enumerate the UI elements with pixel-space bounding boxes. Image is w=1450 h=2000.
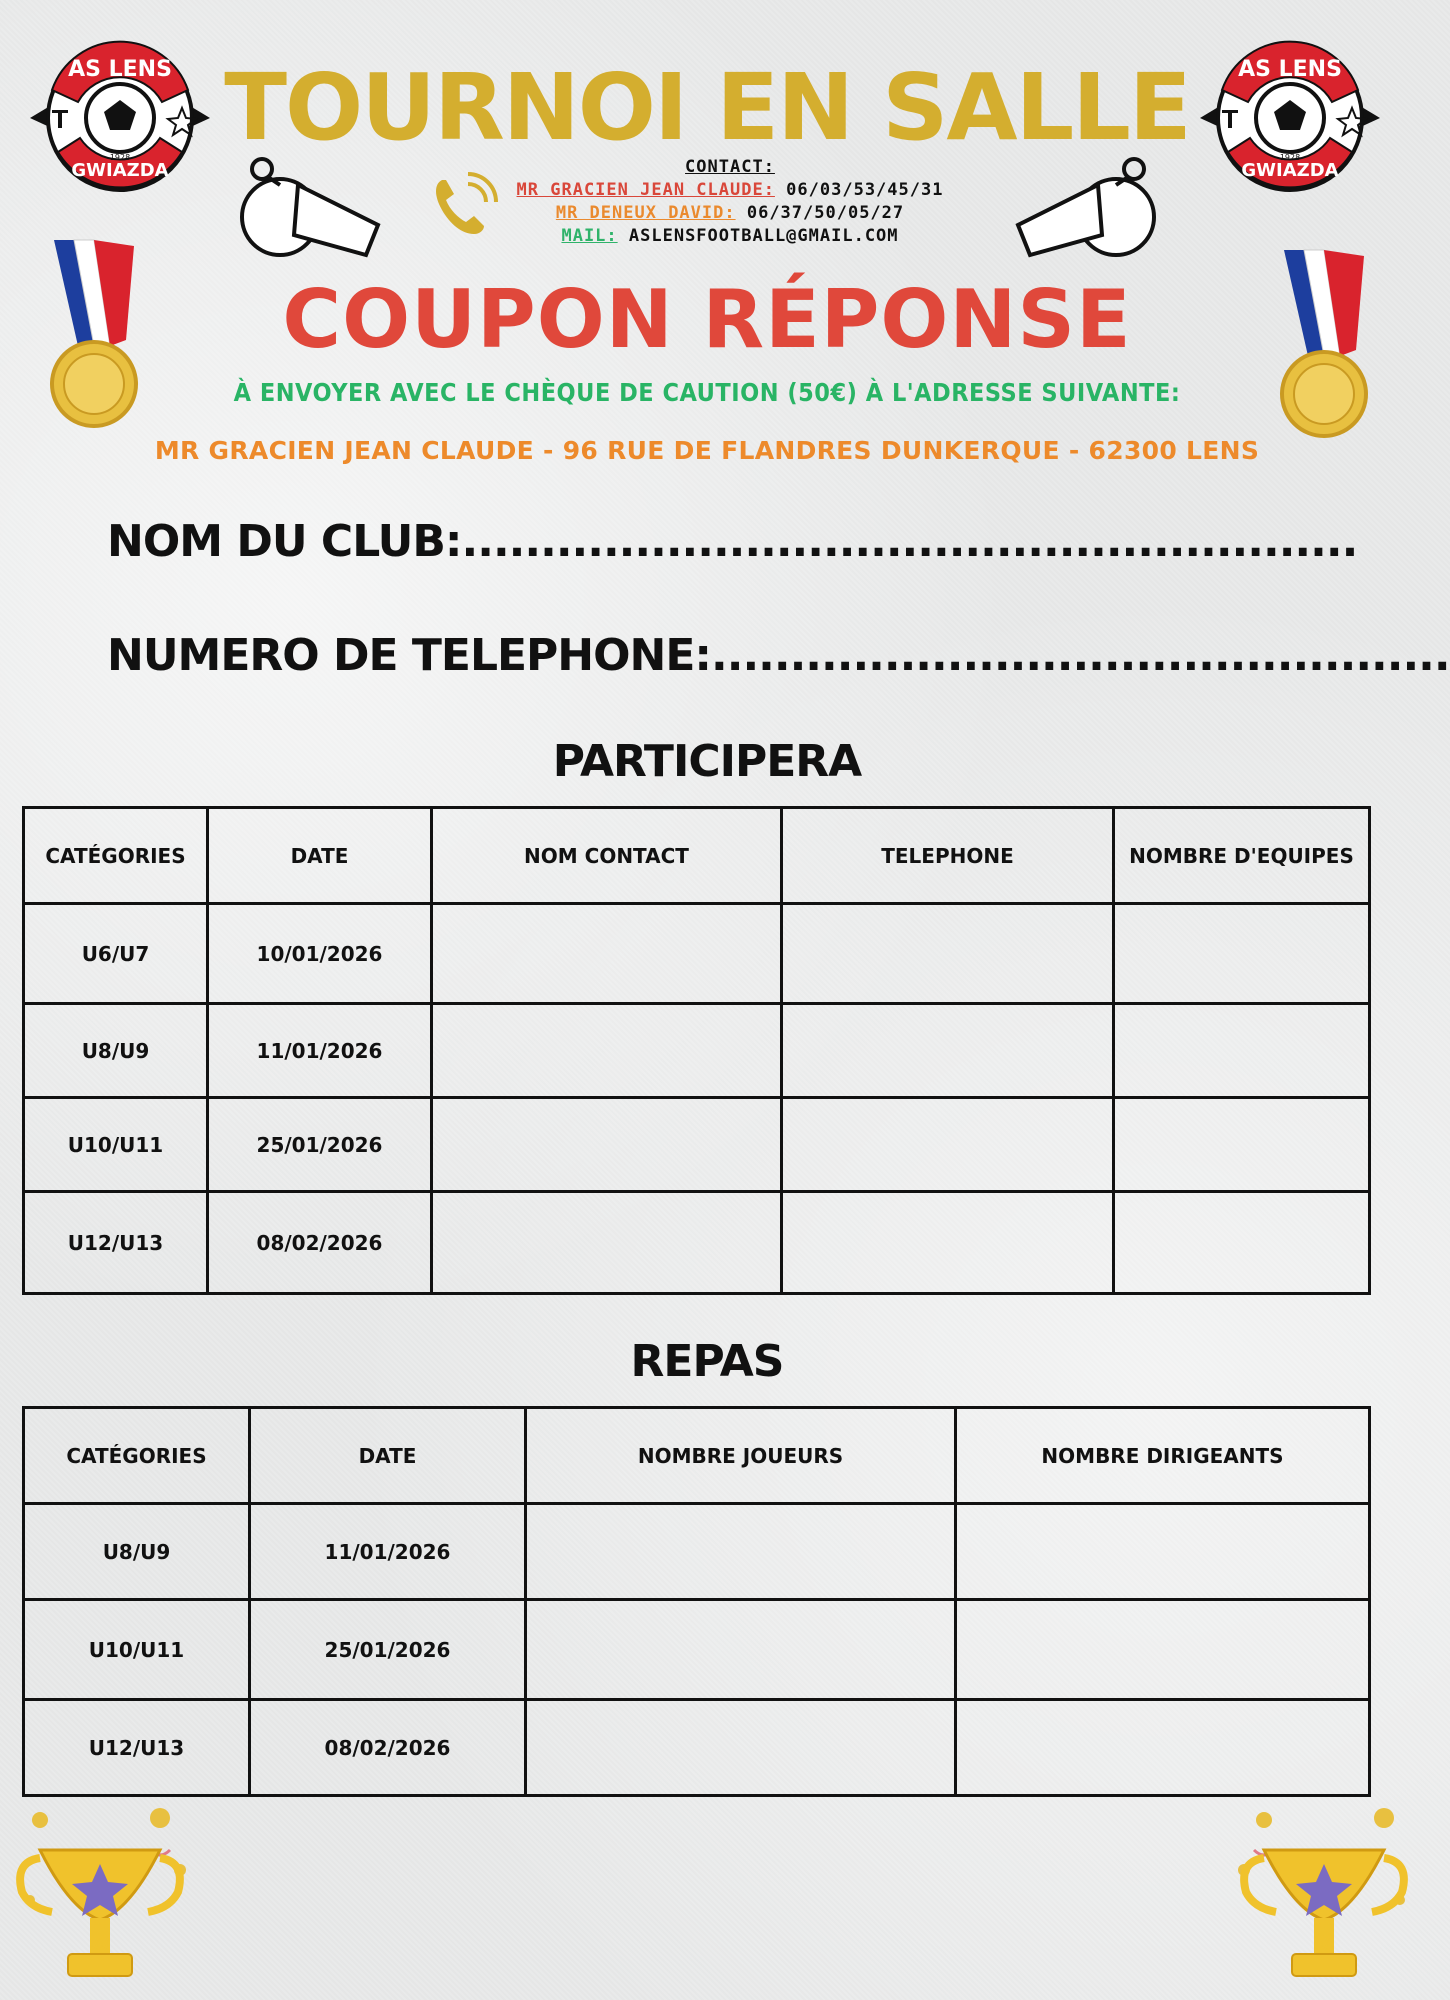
club-name-dots: ......................................................... — [461, 516, 1358, 567]
contact-name-cell[interactable] — [432, 1098, 782, 1192]
staff-count-cell[interactable] — [956, 1700, 1370, 1796]
table-row — [24, 904, 1370, 1004]
contact-1-phone: 06/03/53/45/31 — [774, 180, 944, 200]
contact-line-3 — [470, 225, 990, 248]
team-count-cell[interactable] — [1114, 1098, 1370, 1192]
category-cell: U12/U13 — [24, 1700, 250, 1796]
mail-label: MAIL: — [561, 226, 618, 246]
date-cell: 11/01/2026 — [250, 1504, 526, 1600]
category-cell: U8/U9 — [24, 1504, 250, 1600]
contact-block — [470, 156, 990, 248]
contact-name-cell[interactable] — [432, 1192, 782, 1294]
col-header: NOMBRE JOUEURS — [526, 1408, 956, 1504]
contact-name-cell[interactable] — [432, 1004, 782, 1098]
table-row — [24, 1192, 1370, 1294]
telephone-cell[interactable] — [782, 904, 1114, 1004]
postal-address: MR GRACIEN JEAN CLAUDE - 96 RUE DE FLANDRES DUNKERQUE - 62300 LENS — [154, 436, 1260, 465]
svg-text:AS LENS: AS LENS — [68, 57, 172, 82]
telephone-cell[interactable] — [782, 1192, 1114, 1294]
col-header: DATE — [208, 808, 432, 904]
svg-text:AS LENS: AS LENS — [1238, 57, 1342, 82]
meals-table — [22, 1406, 1371, 1797]
category-cell: U10/U11 — [24, 1600, 250, 1700]
club-name-label: NOM DU CLUB: — [107, 516, 462, 567]
team-count-cell[interactable] — [1114, 1004, 1370, 1098]
telephone-cell[interactable] — [782, 1004, 1114, 1098]
trophy-right-icon — [1224, 1810, 1414, 1990]
col-header: TELEPHONE — [782, 808, 1114, 904]
col-header: NOM CONTACT — [432, 808, 782, 904]
date-cell: 10/01/2026 — [208, 904, 432, 1004]
team-count-cell[interactable] — [1114, 1192, 1370, 1294]
coupon-title: COUPON RÉPONSE — [282, 273, 1132, 366]
trophy-left-icon — [10, 1810, 200, 1990]
date-cell: 25/01/2026 — [250, 1600, 526, 1700]
date-cell: 08/02/2026 — [250, 1700, 526, 1796]
players-count-cell[interactable] — [526, 1600, 956, 1700]
club-name-field[interactable] — [107, 516, 1358, 567]
table-row — [24, 1504, 1370, 1600]
tournament-title: TOURNOI EN SALLE — [224, 54, 1190, 161]
participation-header-row — [24, 808, 1370, 904]
table-row — [24, 1004, 1370, 1098]
staff-count-cell[interactable] — [956, 1600, 1370, 1700]
category-cell: U12/U13 — [24, 1192, 208, 1294]
whistle-left-icon — [228, 155, 388, 275]
date-cell: 11/01/2026 — [208, 1004, 432, 1098]
participation-table — [22, 806, 1371, 1295]
contact-name-cell[interactable] — [432, 904, 782, 1004]
contact-1-label: MR GRACIEN JEAN CLAUDE: — [516, 180, 775, 200]
col-header: NOMBRE DIRIGEANTS — [956, 1408, 1370, 1504]
svg-text:1928: 1928 — [109, 153, 131, 162]
players-count-cell[interactable] — [526, 1700, 956, 1796]
col-header: CATÉGORIES — [24, 1408, 250, 1504]
meals-header-row — [24, 1408, 1370, 1504]
contact-line-1 — [470, 179, 990, 202]
col-header: NOMBRE D'EQUIPES — [1114, 808, 1370, 904]
date-cell: 25/01/2026 — [208, 1098, 432, 1192]
phone-number-field[interactable] — [107, 630, 1450, 681]
svg-text:1928: 1928 — [1279, 153, 1301, 162]
staff-count-cell[interactable] — [956, 1504, 1370, 1600]
contact-heading: CONTACT: — [685, 157, 775, 177]
category-cell: U6/U7 — [24, 904, 208, 1004]
phone-number-dots: ............................................... — [711, 630, 1450, 681]
players-count-cell[interactable] — [526, 1504, 956, 1600]
whistle-right-icon — [1008, 155, 1168, 275]
phone-number-label: NUMERO DE TELEPHONE: — [107, 630, 712, 681]
table-row — [24, 1098, 1370, 1192]
contact-2-label: MR DENEUX DAVID: — [555, 203, 736, 223]
mail-address: ASLENSFOOTBALL@GMAIL.COM — [617, 226, 899, 246]
contact-line-2 — [470, 202, 990, 225]
participation-title: PARTICIPERA — [552, 736, 862, 787]
svg-text:GWIAZDA: GWIAZDA — [1241, 160, 1339, 181]
category-cell: U8/U9 — [24, 1004, 208, 1098]
col-header: CATÉGORIES — [24, 808, 208, 904]
meals-title: REPAS — [630, 1336, 784, 1387]
table-row — [24, 1700, 1370, 1796]
contact-2-phone: 06/37/50/05/27 — [735, 203, 905, 223]
telephone-cell[interactable] — [782, 1098, 1114, 1192]
team-count-cell[interactable] — [1114, 904, 1370, 1004]
date-cell: 08/02/2026 — [208, 1192, 432, 1294]
col-header: DATE — [250, 1408, 526, 1504]
send-instruction: À ENVOYER AVEC LE CHÈQUE DE CAUTION (50€) À L'ADRESSE SUIVANTE: — [233, 378, 1181, 407]
table-row — [24, 1600, 1370, 1700]
svg-text:GWIAZDA: GWIAZDA — [71, 160, 169, 181]
category-cell: U10/U11 — [24, 1098, 208, 1192]
